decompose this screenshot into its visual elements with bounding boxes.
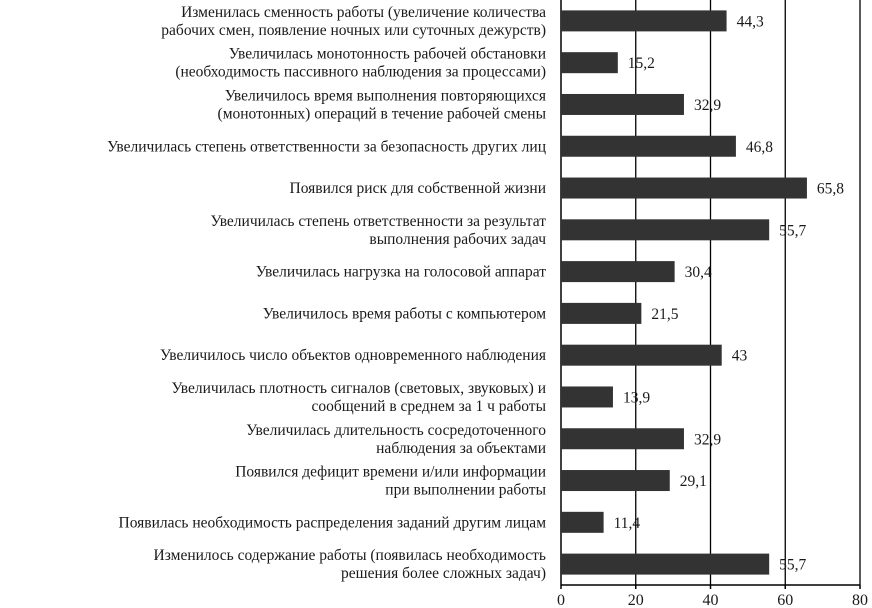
category-label-line: выполнения рабочих задач <box>369 230 546 248</box>
category-label-line: Увеличилось время работы с компьютером <box>262 305 546 323</box>
bar <box>561 345 722 366</box>
bar <box>561 261 675 282</box>
value-label: 46,8 <box>745 138 774 156</box>
value-label: 30,4 <box>684 264 712 282</box>
x-tick-label: 60 <box>777 592 794 608</box>
value-label: 21,5 <box>651 305 679 323</box>
category-label-line: Увеличилась нагрузка на голосовой аппарат <box>255 263 546 281</box>
value-label: 55,7 <box>779 556 807 574</box>
category-label-line: Увеличилась длительность сосредоточенного <box>246 421 546 439</box>
category-label <box>218 87 547 122</box>
bar <box>561 178 807 199</box>
bar <box>561 52 618 73</box>
category-label <box>172 380 547 415</box>
value-label: 44,3 <box>736 13 764 31</box>
category-label-line: (необходимость пассивного наблюдения за процессами) <box>175 63 546 81</box>
x-tick-label: 20 <box>627 592 644 608</box>
category-label-line: Увеличилось число объектов одновременного наблюдения <box>160 347 546 365</box>
category-label-line: Изменилась сменность работы (увеличение количества <box>181 3 546 21</box>
category-label-line: Появился дефицит времени и/или информации <box>235 463 546 481</box>
category-label-line: решения более сложных задач) <box>341 565 546 583</box>
category-label-line: наблюдения за объектами <box>376 439 546 457</box>
value-label: 11,4 <box>613 514 641 532</box>
value-label: 15,2 <box>627 55 655 73</box>
category-label-line: Увеличилась степень ответственности за результат <box>210 212 546 230</box>
category-label-line: при выполнении работы <box>385 481 546 499</box>
category-label <box>263 305 546 322</box>
category-label <box>154 547 546 582</box>
category-label-line: Увеличилась степень ответственности за безопасность других лиц <box>107 138 546 156</box>
bar <box>561 303 641 324</box>
bar <box>561 386 613 407</box>
value-label: 55,7 <box>779 222 807 240</box>
bar <box>561 136 736 157</box>
value-label: 29,1 <box>679 473 707 491</box>
category-label-line: Появился риск для собственной жизни <box>289 180 546 198</box>
category-label-line: Увеличилась плотность сигналов (световых, звуковых) и <box>171 379 546 397</box>
category-label <box>210 213 546 248</box>
bar <box>561 10 727 31</box>
category-label-line: рабочих смен, появление ночных или суточных дежурств) <box>161 21 546 39</box>
x-axis-ticks <box>557 585 868 608</box>
value-label: 32,9 <box>693 96 722 114</box>
value-label: 13,9 <box>622 389 651 407</box>
category-label-line: Увеличилось время выполнения повторяющихся <box>224 87 546 105</box>
category-label-line: сообщений в среднем за 1 ч работы <box>311 397 546 415</box>
category-label <box>246 422 546 457</box>
category-label <box>119 514 547 531</box>
category-label <box>256 264 546 281</box>
category-label <box>235 464 546 499</box>
value-label: 32,9 <box>693 431 722 449</box>
category-label <box>160 347 546 364</box>
gridlines <box>561 0 860 585</box>
value-label: 65,8 <box>816 180 845 198</box>
x-tick-label: 80 <box>852 592 868 608</box>
category-label-line: Увеличилась монотонность рабочей обстановки <box>228 45 546 63</box>
bar <box>561 428 684 449</box>
category-label-line: Изменилось содержание работы (появилась необходимость <box>153 547 546 565</box>
bar <box>561 512 604 533</box>
x-tick-label: 0 <box>557 592 565 608</box>
category-label <box>175 46 546 81</box>
value-label: 43 <box>731 347 748 365</box>
bar <box>561 94 684 115</box>
category-label <box>161 4 546 39</box>
category-labels <box>107 4 546 582</box>
bar <box>561 219 769 240</box>
category-label-line: Появилась необходимость распределения заданий другим лицам <box>118 514 546 532</box>
category-label <box>107 138 546 155</box>
category-label-line: (монотонных) операций в течение рабочей смены <box>217 105 546 123</box>
bar <box>561 470 670 491</box>
x-tick-label: 40 <box>702 592 719 608</box>
category-label <box>290 180 546 197</box>
bar <box>561 554 769 575</box>
